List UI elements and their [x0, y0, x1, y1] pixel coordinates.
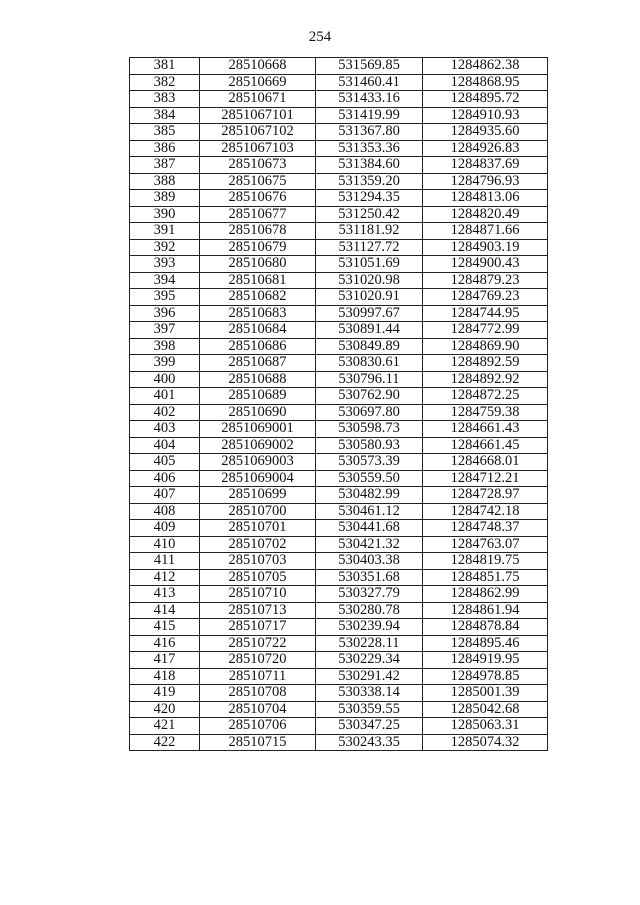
x-coordinate-cell: 530228.11 [316, 635, 423, 652]
y-coordinate-cell: 1285001.39 [423, 685, 548, 702]
y-coordinate-cell: 1284926.83 [423, 140, 548, 157]
point-id-cell: 2851067101 [200, 107, 316, 124]
table-row [130, 437, 548, 454]
point-id-cell: 28510708 [200, 685, 316, 702]
x-coordinate-cell: 530830.61 [316, 355, 423, 372]
row-number-cell: 401 [130, 388, 200, 405]
y-coordinate-cell: 1285074.32 [423, 734, 548, 751]
y-coordinate-cell: 1284862.99 [423, 586, 548, 603]
row-number-cell: 390 [130, 206, 200, 223]
table-row [130, 586, 548, 603]
table-row [130, 503, 548, 520]
y-coordinate-cell: 1284895.72 [423, 91, 548, 108]
point-id-cell: 28510687 [200, 355, 316, 372]
table-row [130, 74, 548, 91]
y-coordinate-cell: 1284861.94 [423, 602, 548, 619]
point-id-cell: 2851069002 [200, 437, 316, 454]
point-id-cell: 28510710 [200, 586, 316, 603]
table-row [130, 190, 548, 207]
row-number-cell: 417 [130, 652, 200, 669]
x-coordinate-cell: 530997.67 [316, 305, 423, 322]
y-coordinate-cell: 1284769.23 [423, 289, 548, 306]
point-id-cell: 28510676 [200, 190, 316, 207]
table-row [130, 371, 548, 388]
table-row [130, 305, 548, 322]
y-coordinate-cell: 1284728.97 [423, 487, 548, 504]
row-number-cell: 385 [130, 124, 200, 141]
x-coordinate-cell: 530796.11 [316, 371, 423, 388]
point-id-cell: 28510711 [200, 668, 316, 685]
y-coordinate-cell: 1284879.23 [423, 272, 548, 289]
table-row [130, 289, 548, 306]
x-coordinate-cell: 530573.39 [316, 454, 423, 471]
table-row [130, 272, 548, 289]
point-id-cell: 28510673 [200, 157, 316, 174]
y-coordinate-cell: 1284796.93 [423, 173, 548, 190]
y-coordinate-cell: 1284868.95 [423, 74, 548, 91]
table-row [130, 338, 548, 355]
table-row [130, 206, 548, 223]
row-number-cell: 393 [130, 256, 200, 273]
table-row [130, 685, 548, 702]
point-id-cell: 28510669 [200, 74, 316, 91]
y-coordinate-cell: 1284661.43 [423, 421, 548, 438]
table-row [130, 718, 548, 735]
y-coordinate-cell: 1284668.01 [423, 454, 548, 471]
row-number-cell: 403 [130, 421, 200, 438]
y-coordinate-cell: 1284862.38 [423, 58, 548, 75]
x-coordinate-cell: 531367.80 [316, 124, 423, 141]
x-coordinate-cell: 531384.60 [316, 157, 423, 174]
page-number: 254 [308, 29, 332, 45]
y-coordinate-cell: 1284742.18 [423, 503, 548, 520]
table-row [130, 619, 548, 636]
x-coordinate-cell: 530559.50 [316, 470, 423, 487]
row-number-cell: 398 [130, 338, 200, 355]
y-coordinate-cell: 1284892.92 [423, 371, 548, 388]
y-coordinate-cell: 1284900.43 [423, 256, 548, 273]
row-number-cell: 399 [130, 355, 200, 372]
y-coordinate-cell: 1284661.45 [423, 437, 548, 454]
y-coordinate-cell: 1284744.95 [423, 305, 548, 322]
point-id-cell: 28510717 [200, 619, 316, 636]
table-body [130, 58, 548, 751]
point-id-cell: 28510713 [200, 602, 316, 619]
row-number-cell: 392 [130, 239, 200, 256]
row-number-cell: 410 [130, 536, 200, 553]
x-coordinate-cell: 530347.25 [316, 718, 423, 735]
x-coordinate-cell: 531051.69 [316, 256, 423, 273]
point-id-cell: 28510704 [200, 701, 316, 718]
row-number-cell: 397 [130, 322, 200, 339]
point-id-cell: 28510677 [200, 206, 316, 223]
point-id-cell: 28510705 [200, 569, 316, 586]
table-row [130, 602, 548, 619]
x-coordinate-cell: 531419.99 [316, 107, 423, 124]
table-row [130, 322, 548, 339]
x-coordinate-cell: 531359.20 [316, 173, 423, 190]
point-id-cell: 2851067102 [200, 124, 316, 141]
y-coordinate-cell: 1285042.68 [423, 701, 548, 718]
point-id-cell: 28510681 [200, 272, 316, 289]
x-coordinate-cell: 530891.44 [316, 322, 423, 339]
point-id-cell: 28510668 [200, 58, 316, 75]
table-row [130, 256, 548, 273]
row-number-cell: 411 [130, 553, 200, 570]
table-row [130, 223, 548, 240]
table-row [130, 454, 548, 471]
row-number-cell: 421 [130, 718, 200, 735]
point-id-cell: 2851067103 [200, 140, 316, 157]
y-coordinate-cell: 1284872.25 [423, 388, 548, 405]
row-number-cell: 395 [130, 289, 200, 306]
table-row [130, 157, 548, 174]
point-id-cell: 28510671 [200, 91, 316, 108]
point-id-cell: 28510699 [200, 487, 316, 504]
table-row [130, 536, 548, 553]
y-coordinate-cell: 1285063.31 [423, 718, 548, 735]
table-row [130, 487, 548, 504]
x-coordinate-cell: 530461.12 [316, 503, 423, 520]
row-number-cell: 418 [130, 668, 200, 685]
row-number-cell: 394 [130, 272, 200, 289]
table-row [130, 734, 548, 751]
point-id-cell: 28510686 [200, 338, 316, 355]
row-number-cell: 396 [130, 305, 200, 322]
x-coordinate-cell: 531020.98 [316, 272, 423, 289]
row-number-cell: 415 [130, 619, 200, 636]
row-number-cell: 408 [130, 503, 200, 520]
row-number-cell: 414 [130, 602, 200, 619]
point-id-cell: 28510701 [200, 520, 316, 537]
row-number-cell: 412 [130, 569, 200, 586]
table-row [130, 355, 548, 372]
point-id-cell: 2851069001 [200, 421, 316, 438]
row-number-cell: 391 [130, 223, 200, 240]
row-number-cell: 407 [130, 487, 200, 504]
point-id-cell: 28510722 [200, 635, 316, 652]
table-row [130, 388, 548, 405]
coordinates-table [129, 57, 548, 751]
table-row [130, 58, 548, 75]
point-id-cell: 28510688 [200, 371, 316, 388]
row-number-cell: 384 [130, 107, 200, 124]
row-number-cell: 420 [130, 701, 200, 718]
table-row [130, 701, 548, 718]
row-number-cell: 400 [130, 371, 200, 388]
y-coordinate-cell: 1284919.95 [423, 652, 548, 669]
x-coordinate-cell: 530338.14 [316, 685, 423, 702]
point-id-cell: 28510690 [200, 404, 316, 421]
x-coordinate-cell: 530327.79 [316, 586, 423, 603]
y-coordinate-cell: 1284851.75 [423, 569, 548, 586]
y-coordinate-cell: 1284892.59 [423, 355, 548, 372]
x-coordinate-cell: 531020.91 [316, 289, 423, 306]
table-row [130, 553, 548, 570]
x-coordinate-cell: 531353.36 [316, 140, 423, 157]
x-coordinate-cell: 530441.68 [316, 520, 423, 537]
x-coordinate-cell: 530762.90 [316, 388, 423, 405]
x-coordinate-cell: 530421.32 [316, 536, 423, 553]
x-coordinate-cell: 530280.78 [316, 602, 423, 619]
row-number-cell: 405 [130, 454, 200, 471]
table-row [130, 520, 548, 537]
x-coordinate-cell: 530849.89 [316, 338, 423, 355]
row-number-cell: 413 [130, 586, 200, 603]
y-coordinate-cell: 1284772.99 [423, 322, 548, 339]
point-id-cell: 28510680 [200, 256, 316, 273]
table-row [130, 470, 548, 487]
table-row [130, 652, 548, 669]
row-number-cell: 402 [130, 404, 200, 421]
y-coordinate-cell: 1284903.19 [423, 239, 548, 256]
point-id-cell: 28510682 [200, 289, 316, 306]
row-number-cell: 406 [130, 470, 200, 487]
table-row [130, 173, 548, 190]
y-coordinate-cell: 1284837.69 [423, 157, 548, 174]
row-number-cell: 416 [130, 635, 200, 652]
x-coordinate-cell: 530239.94 [316, 619, 423, 636]
x-coordinate-cell: 531569.85 [316, 58, 423, 75]
point-id-cell: 28510702 [200, 536, 316, 553]
x-coordinate-cell: 530229.34 [316, 652, 423, 669]
row-number-cell: 422 [130, 734, 200, 751]
y-coordinate-cell: 1284978.85 [423, 668, 548, 685]
row-number-cell: 404 [130, 437, 200, 454]
y-coordinate-cell: 1284759.38 [423, 404, 548, 421]
y-coordinate-cell: 1284910.93 [423, 107, 548, 124]
x-coordinate-cell: 530482.99 [316, 487, 423, 504]
x-coordinate-cell: 530291.42 [316, 668, 423, 685]
x-coordinate-cell: 530403.38 [316, 553, 423, 570]
table-row [130, 668, 548, 685]
point-id-cell: 28510700 [200, 503, 316, 520]
table-row [130, 107, 548, 124]
point-id-cell: 28510678 [200, 223, 316, 240]
y-coordinate-cell: 1284878.84 [423, 619, 548, 636]
x-coordinate-cell: 530580.93 [316, 437, 423, 454]
y-coordinate-cell: 1284935.60 [423, 124, 548, 141]
point-id-cell: 28510683 [200, 305, 316, 322]
table-row [130, 124, 548, 141]
x-coordinate-cell: 530359.55 [316, 701, 423, 718]
x-coordinate-cell: 531294.35 [316, 190, 423, 207]
point-id-cell: 28510684 [200, 322, 316, 339]
y-coordinate-cell: 1284869.90 [423, 338, 548, 355]
table-row [130, 421, 548, 438]
point-id-cell: 2851069003 [200, 454, 316, 471]
row-number-cell: 387 [130, 157, 200, 174]
row-number-cell: 382 [130, 74, 200, 91]
x-coordinate-cell: 531181.92 [316, 223, 423, 240]
x-coordinate-cell: 531433.16 [316, 91, 423, 108]
y-coordinate-cell: 1284871.66 [423, 223, 548, 240]
table-row [130, 140, 548, 157]
x-coordinate-cell: 531460.41 [316, 74, 423, 91]
table-row [130, 239, 548, 256]
row-number-cell: 386 [130, 140, 200, 157]
point-id-cell: 28510715 [200, 734, 316, 751]
y-coordinate-cell: 1284748.37 [423, 520, 548, 537]
x-coordinate-cell: 531250.42 [316, 206, 423, 223]
point-id-cell: 28510720 [200, 652, 316, 669]
row-number-cell: 409 [130, 520, 200, 537]
x-coordinate-cell: 530598.73 [316, 421, 423, 438]
x-coordinate-cell: 530697.80 [316, 404, 423, 421]
y-coordinate-cell: 1284895.46 [423, 635, 548, 652]
row-number-cell: 389 [130, 190, 200, 207]
table-row [130, 569, 548, 586]
y-coordinate-cell: 1284819.75 [423, 553, 548, 570]
y-coordinate-cell: 1284763.07 [423, 536, 548, 553]
table-row [130, 635, 548, 652]
x-coordinate-cell: 530351.68 [316, 569, 423, 586]
row-number-cell: 388 [130, 173, 200, 190]
point-id-cell: 2851069004 [200, 470, 316, 487]
point-id-cell: 28510689 [200, 388, 316, 405]
point-id-cell: 28510703 [200, 553, 316, 570]
table-row [130, 91, 548, 108]
row-number-cell: 419 [130, 685, 200, 702]
table-row [130, 404, 548, 421]
x-coordinate-cell: 530243.35 [316, 734, 423, 751]
y-coordinate-cell: 1284813.06 [423, 190, 548, 207]
row-number-cell: 383 [130, 91, 200, 108]
y-coordinate-cell: 1284712.21 [423, 470, 548, 487]
point-id-cell: 28510675 [200, 173, 316, 190]
y-coordinate-cell: 1284820.49 [423, 206, 548, 223]
row-number-cell: 381 [130, 58, 200, 75]
point-id-cell: 28510706 [200, 718, 316, 735]
x-coordinate-cell: 531127.72 [316, 239, 423, 256]
point-id-cell: 28510679 [200, 239, 316, 256]
